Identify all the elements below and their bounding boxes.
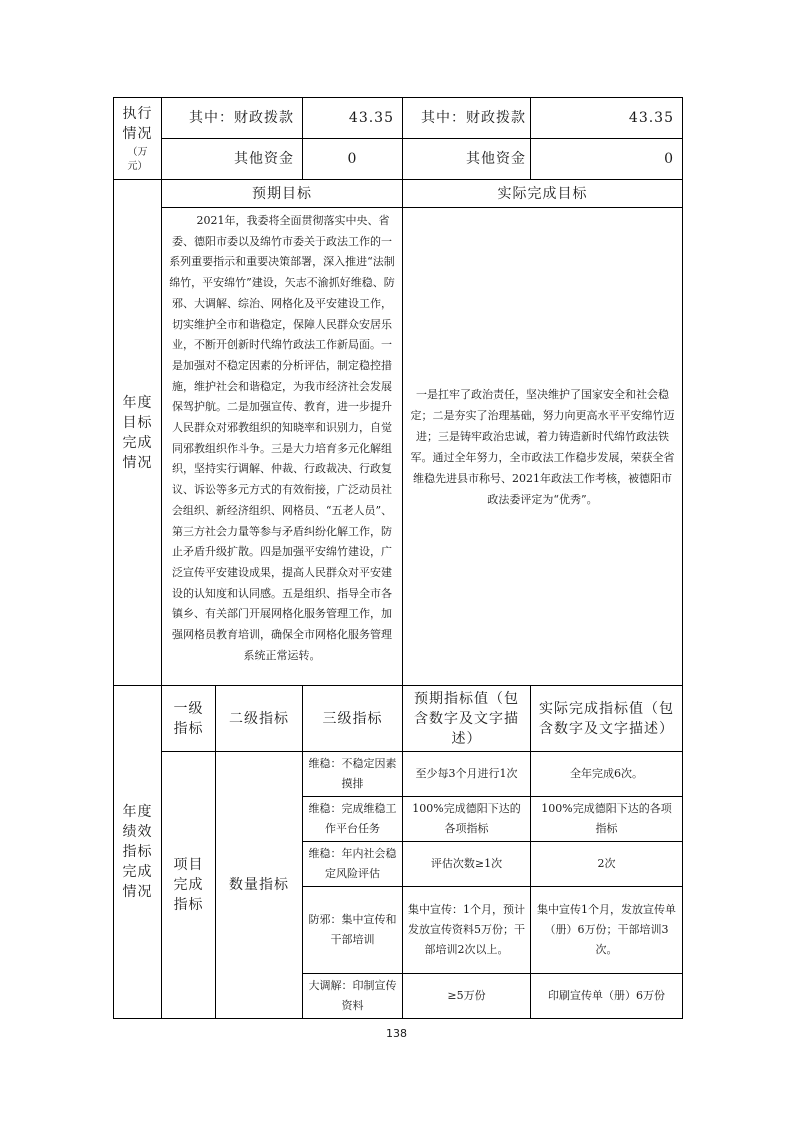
perf-row-4-level3: 防邪：集中宣传和干部培训 — [303, 887, 403, 974]
perf-label-cell — [114, 686, 162, 1019]
perf-row-3-expected: 评估次数≥1次 — [403, 842, 531, 887]
annual-actual-text: 一是扛牢了政治责任，坚决维护了国家安全和社会稳定；二是夯实了治理基础，努力向更高水平平安绵竹迈进；三是铸牢政治忠诚，着力铸造新时代绵竹政法铁军。通过全年努力，全市政法工作稳步发展，荣获全省维稳先进县市称号、2021年政法工作考核，被德阳市政法委评定为“优秀”。 — [410, 387, 675, 506]
perf-level2-value: 数量指标 — [216, 752, 303, 1019]
exec-label-cell — [114, 98, 162, 180]
exec-row2-label-left: 其他资金 — [162, 139, 303, 180]
perf-row-2-level3: 维稳：完成维稳工作平台任务 — [303, 797, 403, 842]
perf-row-4-actual: 集中宣传1个月，发放宣传单（册）6万份；干部培训3次。 — [531, 887, 683, 974]
performance-table — [113, 97, 683, 1019]
perf-level1-value: 项目完成指标 — [173, 857, 204, 913]
annual-expected-text: 2021年，我委将全面贯彻落实中央、省委、德阳市委以及绵竹市委关于政法工作的一系列重要指示和重要决策部署，深入推进“法制绵竹，平安绵竹”建设，矢志不渝抓好维稳、防邪、大调解、综治、网格化及平安建设工作，切实维护全市和谐稳定，保障人民群众安居乐业，不断开创新时代绵竹政法工作新局面。一是加强对不稳定因素的分析评估，制定稳控措施，维护社会和谐稳定，为我市经济社会发展保驾护航。二是加强宣传、教育，进一步提升人民群众对邪教组织的知晓率和识别力，自觉同邪教组织作斗争。三是大力培育多元化解组织，坚持实行调解、仲裁、行政裁决、行政复议、诉讼等多元方式的有效衔接，广泛动员社会组织、新经济组织、网格员、“五老人员”、第三方社会力量等参与矛盾纠纷化解工作，防止矛盾升级扩散。四是加强平安绵竹建设，广泛宣传平安建设成果，提高人民群众对平安建设的认知度和认同感。五是组织、指导全市各镇乡、有关部门开展网格化服务管理工作，加强网格员教育培训，确保全市网格化服务管理系统正常运转。 — [169, 214, 395, 662]
exec-row1-value-right: 43.35 — [531, 98, 683, 139]
perf-row-3-level3: 维稳：年内社会稳定风险评估 — [303, 842, 403, 887]
perf-header-actual: 实际完成指标值（包含数字及文字描述） — [531, 686, 683, 752]
annual-label-cell — [114, 180, 162, 686]
exec-row2-value-right: 0 — [531, 139, 683, 180]
perf-row-5-actual: 印刷宣传单（册）6万份 — [531, 974, 683, 1019]
annual-header-actual: 实际完成目标 — [403, 180, 683, 208]
perf-header-level1-cell — [162, 686, 216, 752]
annual-expected-cell — [162, 208, 403, 686]
perf-row-4-expected: 集中宣传：1个月，预计发放宣传资料5万份；干部培训2次以上。 — [403, 887, 531, 974]
perf-header-level2: 二级指标 — [216, 686, 303, 752]
perf-level1-cell — [162, 752, 216, 1019]
perf-row-3-actual: 2次 — [531, 842, 683, 887]
exec-row2-label-right: 其他资金 — [403, 139, 531, 180]
perf-label: 年度绩效指标完成情况 — [122, 804, 153, 900]
exec-unit: （万元） — [127, 146, 148, 172]
annual-actual-cell — [403, 208, 683, 686]
perf-row-5-expected: ≥5万份 — [403, 974, 531, 1019]
perf-row-1-level3: 维稳：不稳定因素摸排 — [303, 752, 403, 797]
perf-row-2-actual: 100%完成德阳下达的各项指标 — [531, 797, 683, 842]
perf-header-level3: 三级指标 — [303, 686, 403, 752]
perf-row-2-expected: 100%完成德阳下达的各项指标 — [403, 797, 531, 842]
exec-label: 执行情况 — [122, 105, 153, 142]
perf-header-level1: 一级指标 — [173, 700, 204, 737]
exec-row1-value-left: 43.35 — [303, 98, 403, 139]
exec-row1-label-left: 其中：财政拨款 — [162, 98, 303, 139]
exec-row1-label-right: 其中：财政拨款 — [403, 98, 531, 139]
perf-header-expected: 预期指标值（包含数字及文字描述） — [403, 686, 531, 752]
page-number: 138 — [386, 1027, 407, 1040]
perf-row-5-level3: 大调解：印制宣传资料 — [303, 974, 403, 1019]
annual-label: 年度目标完成情况 — [122, 394, 153, 471]
annual-header-expected: 预期目标 — [162, 180, 403, 208]
exec-row2-value-left: 0 — [303, 139, 403, 180]
perf-row-1-actual: 全年完成6次。 — [531, 752, 683, 797]
perf-row-1-expected: 至少每3个月进行1次 — [403, 752, 531, 797]
